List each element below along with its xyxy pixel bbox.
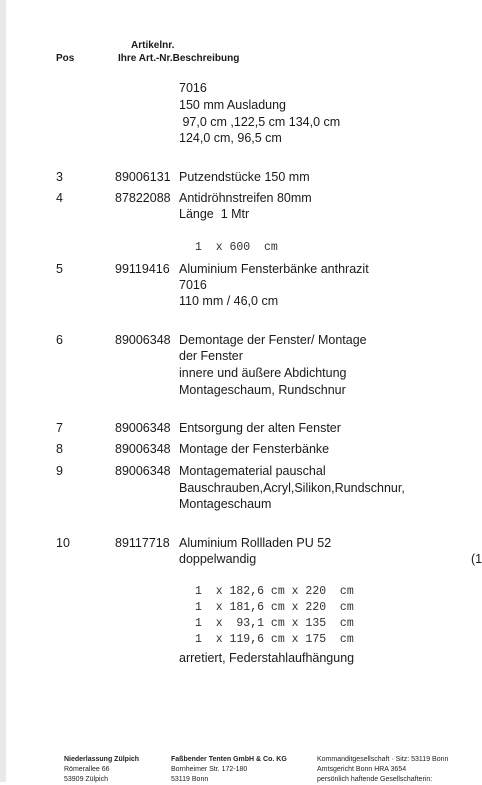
item-pos: 3 bbox=[56, 170, 63, 184]
item-dimension: 1 x 181,6 cm x 220 cm bbox=[195, 601, 354, 614]
item-number: 99119416 bbox=[115, 262, 170, 276]
continuation-line: 124,0 cm, 96,5 cm bbox=[179, 131, 282, 145]
continuation-line: 97,0 cm ,122,5 cm 134,0 cm bbox=[179, 115, 341, 129]
item-description: Montage der Fensterbänke bbox=[179, 442, 330, 456]
item-description: Montagematerial pauschal bbox=[179, 464, 326, 478]
item-description: 110 mm / 46,0 cm bbox=[179, 294, 279, 308]
item-description: der Fenster bbox=[179, 349, 243, 363]
footer-branch-street: Römerallee 66 bbox=[64, 766, 110, 773]
item-pos: 7 bbox=[56, 421, 63, 435]
footer-company-street: Bornheimer Str. 172-180 bbox=[171, 766, 248, 773]
item-number: 89006131 bbox=[115, 170, 171, 184]
item-description: Aluminium Rollladen PU 52 bbox=[179, 536, 332, 550]
footer-branch-name: Niederlassung Zülpich bbox=[64, 756, 140, 763]
item-dimension: 1 x 119,6 cm x 175 cm bbox=[195, 633, 354, 646]
item-description: Entsorgung der alten Fenster bbox=[179, 421, 341, 435]
item-number: 89006348 bbox=[115, 442, 171, 456]
item-description: Demontage der Fenster/ Montage bbox=[179, 333, 367, 347]
item-pos: 8 bbox=[56, 442, 63, 456]
item-number: 89006348 bbox=[115, 333, 171, 347]
header-pos: Pos bbox=[56, 53, 75, 64]
item-description: Montageschaum, Rundschnur bbox=[179, 383, 346, 397]
footer-partner-note: persönlich haftende Gesellschafterin: bbox=[317, 776, 433, 783]
item-pos: 4 bbox=[56, 191, 63, 205]
item-description: Aluminium Fensterbänke anthrazit bbox=[179, 262, 369, 276]
item-right-mark: (1 bbox=[471, 552, 482, 566]
footer-court-register: Amtsgericht Bonn HRA 3654 bbox=[317, 766, 407, 773]
footer-branch-city: 53909 Zülpich bbox=[64, 776, 108, 783]
item-description: doppelwandig bbox=[179, 552, 257, 566]
header-ihre-art: Ihre Art.-Nr.Beschreibung bbox=[118, 53, 240, 64]
item-pos: 6 bbox=[56, 333, 63, 347]
footer-legal-form: Kommanditgesellschaft · Sitz: 53119 Bonn bbox=[317, 756, 449, 763]
item-description: 7016 bbox=[179, 278, 207, 292]
item-number: 89006348 bbox=[115, 464, 171, 478]
item-number: 87822088 bbox=[115, 191, 171, 205]
item-description: innere und äußere Abdichtung bbox=[179, 366, 347, 380]
continuation-line: 150 mm Ausladung bbox=[179, 98, 287, 112]
continuation-line: 7016 bbox=[179, 81, 207, 95]
left-margin-strip bbox=[0, 0, 6, 782]
item-number: 89117718 bbox=[115, 536, 170, 550]
header-artikelnr: Artikelnr. bbox=[131, 40, 175, 51]
item-description: Länge 1 Mtr bbox=[179, 207, 250, 221]
item-dimension: 1 x 182,6 cm x 220 cm bbox=[195, 585, 354, 598]
item-pos: 9 bbox=[56, 464, 63, 478]
item-dimension: 1 x 600 cm bbox=[195, 241, 278, 254]
item-description: Montageschaum bbox=[179, 497, 272, 511]
item-number: 89006348 bbox=[115, 421, 171, 435]
item-description: Bauschrauben,Acryl,Silikon,Rundschnur, bbox=[179, 481, 405, 495]
item-pos: 5 bbox=[56, 262, 63, 276]
item-description: Antidröhnstreifen 80mm bbox=[179, 191, 312, 205]
footer-company-name: Faßbender Tenten GmbH & Co. KG bbox=[171, 756, 287, 763]
item-pos: 10 bbox=[56, 536, 70, 550]
item-description: arretiert, Federstahlaufhängung bbox=[179, 651, 355, 665]
item-description: Putzendstücke 150 mm bbox=[179, 170, 310, 184]
item-dimension: 1 x 93,1 cm x 135 cm bbox=[195, 617, 354, 630]
footer-company-city: 53119 Bonn bbox=[171, 776, 209, 783]
